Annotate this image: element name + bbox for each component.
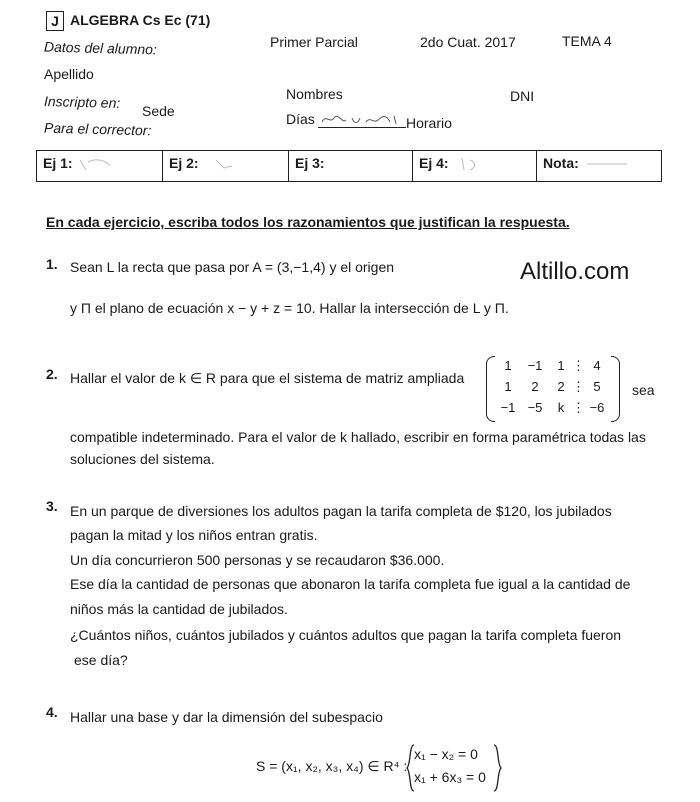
grade-label-nota: Nota: [543, 155, 579, 171]
exercise-2-line-3: soluciones del sistema. [70, 451, 215, 467]
matrix-right-bracket [611, 356, 620, 422]
grade-label-ej2: Ej 2: [169, 155, 199, 171]
exercise-3-line-4: Ese día la cantidad de personas que abonaron la tarifa completa fue igual a la cantidad de [70, 576, 631, 592]
exercise-3-line-5: niños más la cantidad de jubilados. [70, 601, 288, 617]
course-title: ALGEBRA Cs Ec (71) [70, 12, 211, 28]
exercise-4-number: 4. [46, 704, 58, 720]
matrix-left-bracket [486, 356, 495, 422]
corrector-label: Para el corrector: [43, 119, 152, 139]
grade-cell-ej3 [289, 151, 413, 181]
grade-cell-ej1 [37, 151, 163, 181]
exercise-2-line-1: Hallar el valor de k ∈ R para que el sistema de matriz ampliada [70, 370, 465, 386]
faint-mark [452, 156, 492, 172]
site-label: Sede [142, 103, 175, 119]
right-brace-icon [492, 744, 502, 792]
dni-label: DNI [510, 88, 535, 104]
matrix-separator: ⋮ [572, 400, 585, 415]
grade-label-ej1: Ej 1: [43, 155, 73, 171]
faint-mark [202, 156, 242, 172]
exercise-3-line-3: Un día concurrieron 500 personas y se recaudaron $36.000. [70, 552, 445, 568]
grade-table [36, 150, 662, 182]
exercise-3-line-7: ese día? [74, 652, 128, 668]
matrix-cell: 1 [504, 358, 512, 373]
exercise-3-line-1: En un parque de diversiones los adultos pagan la tarifa completa de $120, los jubilados [70, 503, 612, 519]
student-data-label: Datos del alumno: [43, 38, 158, 58]
matrix-cell: −1 [500, 400, 516, 415]
exercise-3-line-6: ¿Cuántos niños, cuántos jubilados y cuántos adultos que pagan la tarifa completa fueron [70, 627, 622, 643]
surname-label: Apellido [44, 66, 94, 82]
version-letter-box: J [46, 11, 64, 31]
exercise-2-sea: sea [632, 382, 655, 398]
watermark: Altillo.com [520, 258, 630, 285]
matrix-separator: ⋮ [572, 379, 585, 394]
matrix-cell: k [557, 400, 565, 415]
grade-cell-ej4 [413, 151, 537, 181]
exam-tema: TEMA 4 [562, 33, 612, 49]
matrix-cell: 4 [593, 358, 601, 373]
subspace-lhs: S = (x₁, x₂, x₃, x₄) ∈ R⁴ : [256, 758, 408, 774]
matrix-separator: ⋮ [572, 358, 585, 373]
faint-mark [583, 156, 633, 172]
subspace-eq-1: x₁ − x₂ = 0 [414, 746, 478, 762]
left-brace-icon [406, 744, 416, 792]
exercise-2-line-2: compatible indeterminado. Para el valor de k hallado, escribir en forma paramétrica todas las [70, 429, 646, 445]
exam-name: Primer Parcial [270, 34, 358, 50]
matrix-cell: −6 [589, 400, 605, 415]
exercise-1-number: 1. [46, 256, 58, 272]
days-label: Días [286, 111, 315, 127]
enrolled-label: Inscripto en: [43, 93, 121, 111]
subspace-definition [256, 744, 496, 792]
matrix-cell: −1 [527, 358, 543, 373]
exercise-1-line-2: y Π el plano de ecuación x − y + z = 10. Hallar la intersección de L y Π. [70, 300, 509, 316]
matrix-cell: 5 [593, 379, 601, 394]
matrix-cell: 2 [531, 379, 539, 394]
exercise-4-line-1: Hallar una base y dar la dimensión del subespacio [70, 709, 383, 725]
matrix-cell: 1 [504, 379, 512, 394]
exercise-1-line-1: Sean L la recta que pasa por A = (3,−1,4) y el origen [70, 259, 395, 275]
names-label: Nombres [286, 86, 343, 102]
matrix-cell: −5 [527, 400, 543, 415]
subspace-eq-2: x₁ + 6x₃ = 0 [414, 769, 486, 785]
schedule-label: Horario [406, 115, 452, 131]
grade-label-ej3: Ej 3: [295, 155, 325, 171]
matrix-cell: 1 [557, 358, 565, 373]
exercise-3-line-2: pagan la mitad y los niños entran gratis. [70, 527, 318, 543]
grade-label-ej4: Ej 4: [419, 155, 449, 171]
matrix-grid [496, 358, 612, 421]
instructions: En cada ejercicio, escriba todos los razonamientos que justifican la respuesta. [46, 214, 570, 230]
matrix-cell: 2 [557, 379, 565, 394]
augmented-matrix [486, 356, 620, 422]
exam-term: 2do Cuat. 2017 [420, 34, 516, 50]
exercise-3-number: 3. [46, 498, 58, 514]
exercise-2-number: 2. [46, 366, 58, 382]
faint-mark [76, 156, 116, 172]
handwritten-days-signature [320, 110, 404, 128]
grade-cell-ej2 [163, 151, 289, 181]
grade-cell-nota [537, 151, 659, 181]
